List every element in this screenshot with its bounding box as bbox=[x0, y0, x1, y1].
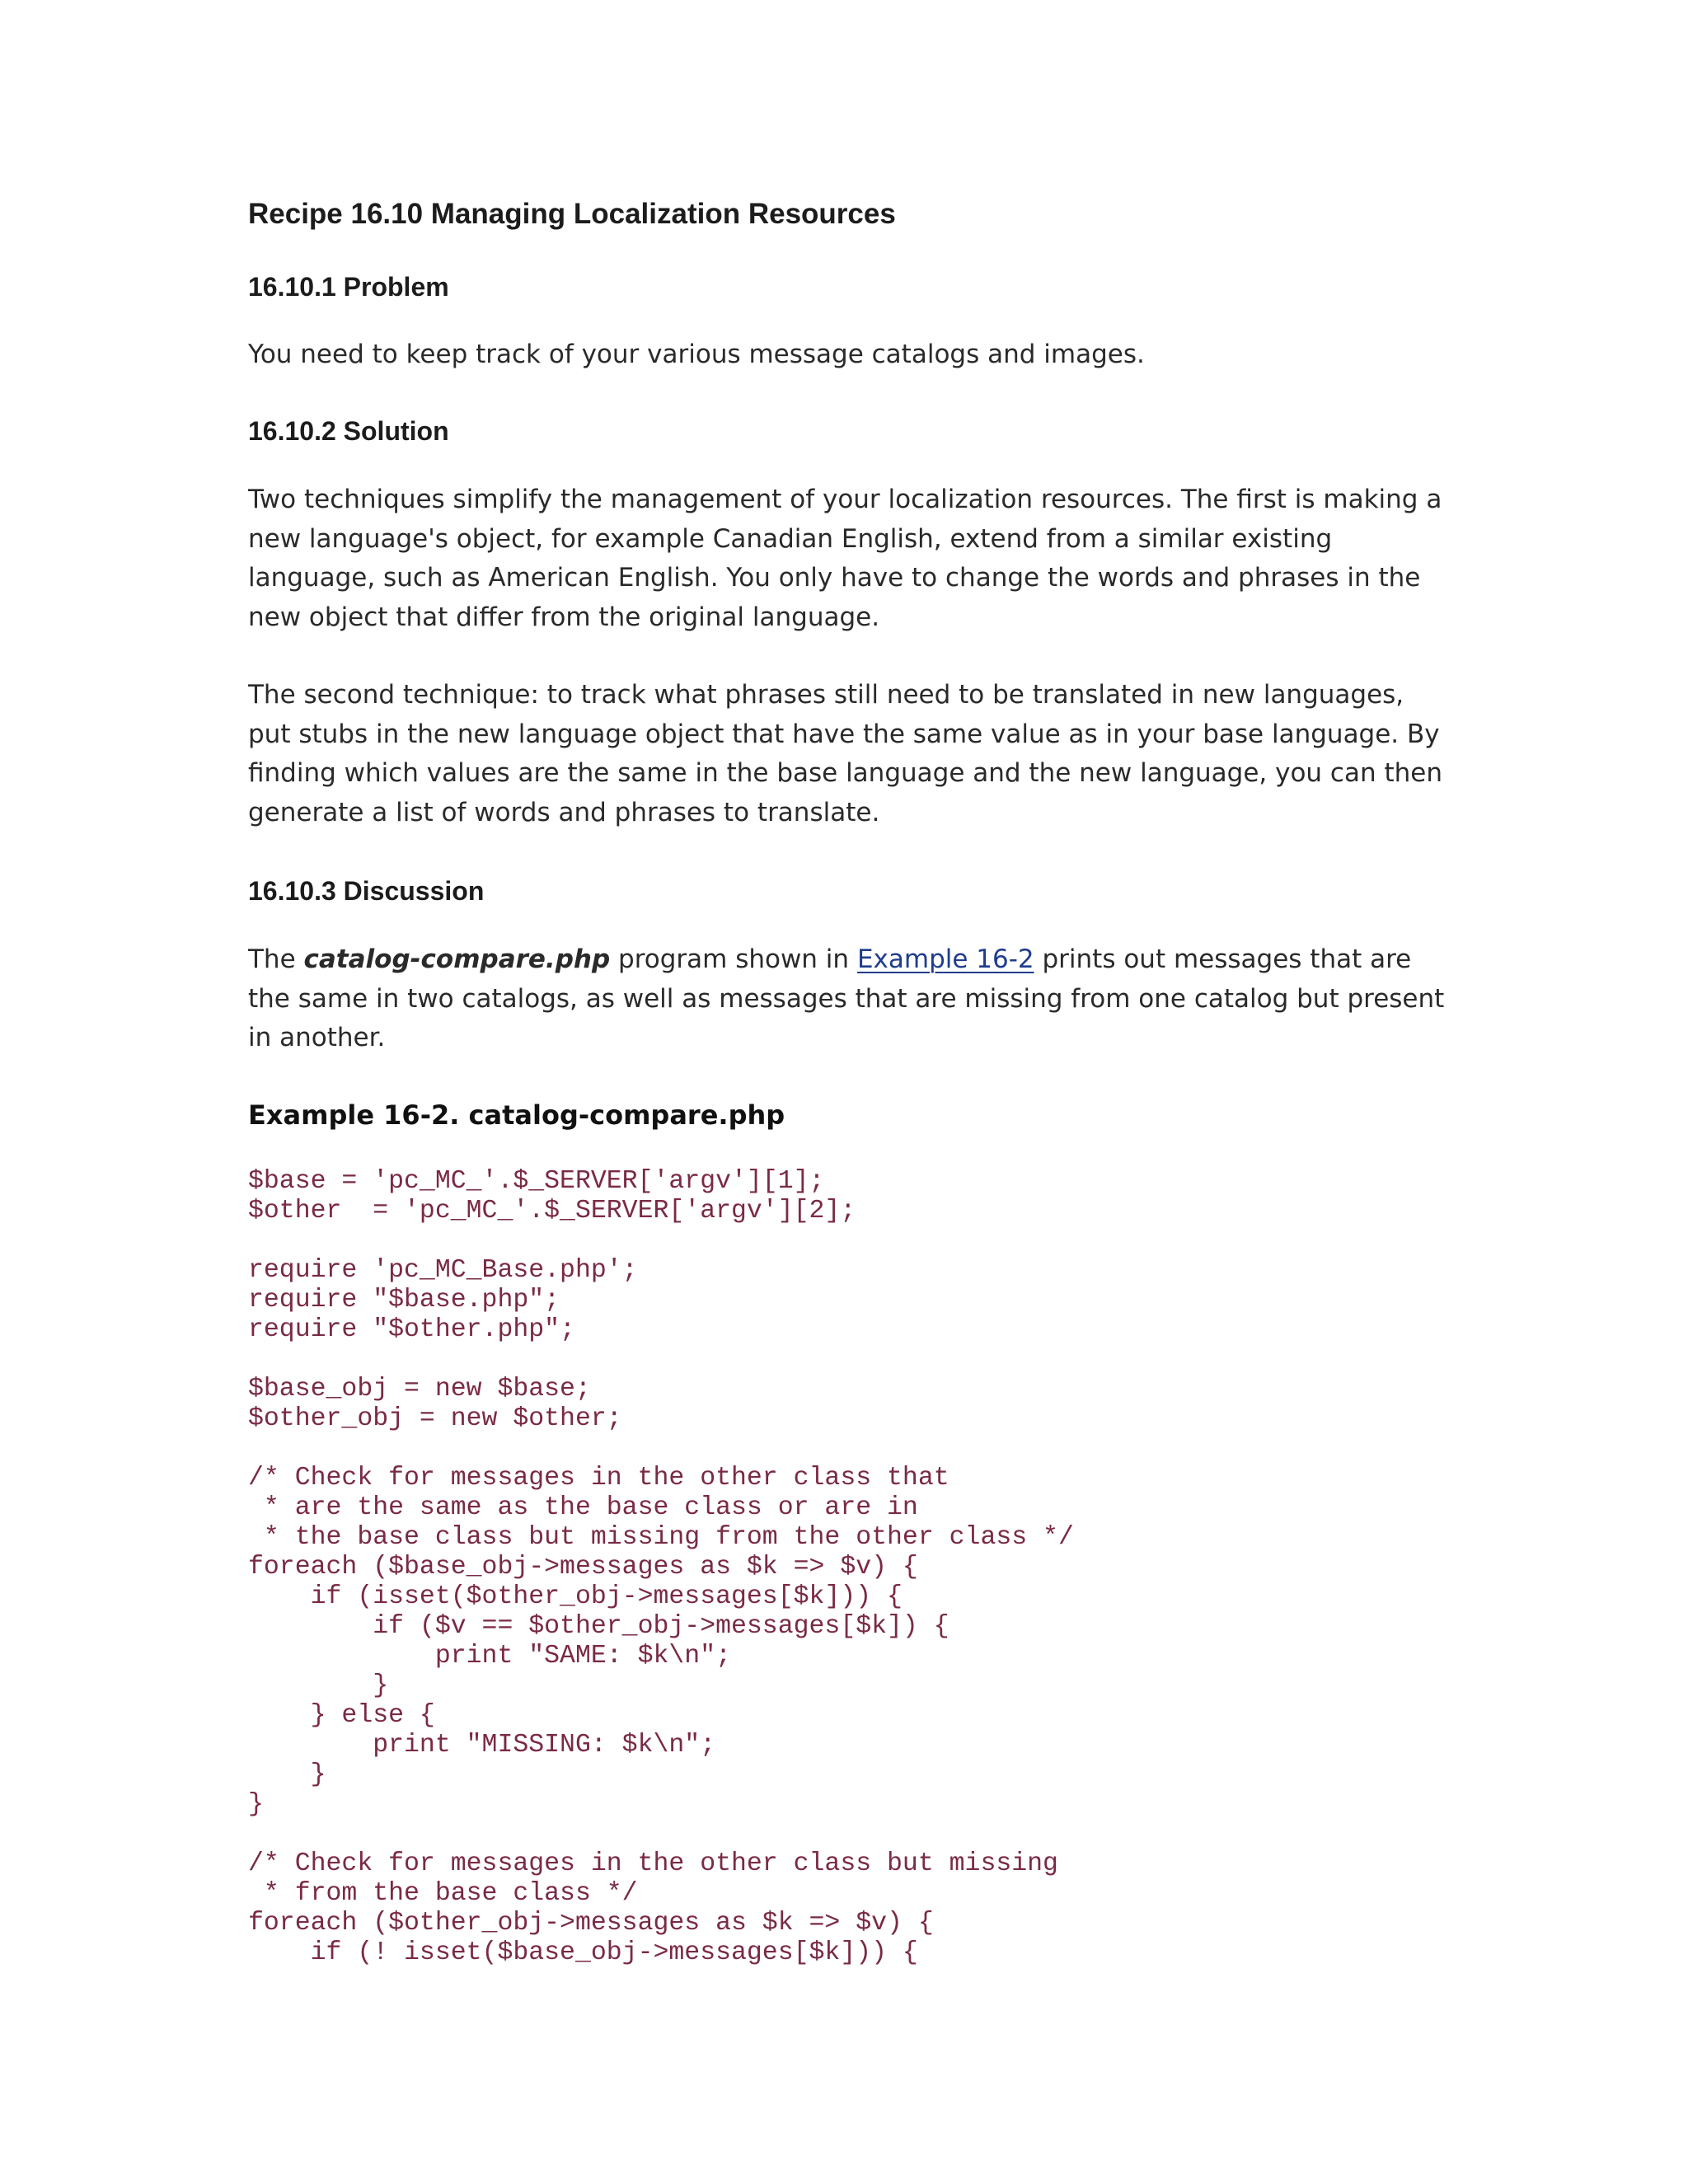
filename-emphasis: catalog-compare.php bbox=[303, 944, 611, 974]
discussion-text-end: prints out messages that are the same in two catalogs, as well as messages that are missing from one catalog but present in another. bbox=[248, 944, 1445, 1052]
solution-paragraph-1: Two techniques simplify the management of your localization resources. The first is making a new language's object, for example Canadian English, extend from a similar existing language, such as American English. You only have to change the words and phrases in the new object that differ from the original language. bbox=[248, 485, 1442, 632]
code-listing: $base = 'pc_MC_'.$_SERVER['argv'][1]; $other = 'pc_MC_'.$_SERVER['argv'][2]; require 'pc_MC_Base.php'; require "$base.php"; require "$other.php"; $base_obj = new $base; $other_obj = new $other; /* Check for messages in the other class that * are the same as the base class or are in * the base class but missing from the other class */ foreach ($base_obj->messages as $k => $v) { if (isset($other_obj->messages[$k])) { if ($v == $other_obj->messages[$k]) { print "SAME: $k\n"; } } else { print "MISSING: $k\n"; } } /* Check for messages in the other class but missing * from the base class */ foreach ($other_obj->messages as $k => $v) { if (! isset($base_obj->messages[$k])) { bbox=[248, 1167, 1074, 1967]
discussion-paragraph bbox=[248, 940, 1451, 1058]
discussion-text-middle: program shown in bbox=[610, 944, 857, 974]
solution-paragraph-2: The second technique: to track what phrases still need to be translated in new languages, put stubs in the new language object that have the same value as in your base language. By finding which values are the same in the base language and the new language, you can then generate a list of words and phrases to translate. bbox=[248, 680, 1442, 827]
recipe-title: Recipe 16.10 Managing Localization Resources bbox=[248, 198, 896, 230]
solution-heading: 16.10.2 Solution bbox=[248, 416, 449, 446]
problem-heading: 16.10.1 Problem bbox=[248, 272, 449, 302]
problem-text: You need to keep track of your various message catalogs and images. bbox=[248, 340, 1145, 369]
discussion-text-start: The bbox=[248, 944, 304, 974]
discussion-heading: 16.10.3 Discussion bbox=[248, 876, 485, 906]
example-title: Example 16-2. catalog-compare.php bbox=[248, 1099, 785, 1131]
example-16-2-link[interactable]: Example 16-2 bbox=[856, 944, 1034, 974]
